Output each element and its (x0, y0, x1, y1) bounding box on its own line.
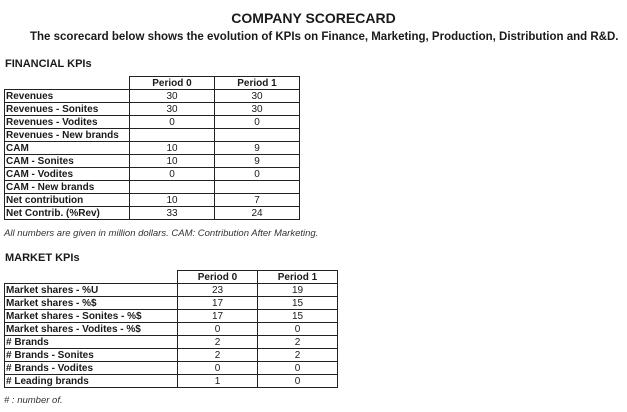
header-blank-cell (5, 271, 178, 284)
table-row (5, 362, 338, 375)
table-row (5, 310, 338, 323)
row-label: # Brands (5, 336, 178, 349)
table-row (5, 155, 300, 168)
table-row (5, 194, 300, 207)
table-row (5, 207, 300, 220)
column-header-period-1: Period 1 (258, 271, 338, 284)
period-0-value: 30 (130, 90, 215, 103)
row-label: CAM - Vodites (5, 168, 130, 181)
header-blank-cell (5, 77, 130, 90)
period-0-value: 0 (130, 168, 215, 181)
table-row (5, 103, 300, 116)
market-kpis-table (4, 270, 338, 388)
table-row (5, 323, 338, 336)
period-0-value: 30 (130, 103, 215, 116)
row-label: Revenues - Vodites (5, 116, 130, 129)
period-0-value (130, 181, 215, 194)
period-0-value (130, 129, 215, 142)
table-row (5, 116, 300, 129)
period-1-value: 30 (215, 90, 300, 103)
period-0-value: 33 (130, 207, 215, 220)
market-footnote: # : number of. (4, 395, 63, 406)
table-row (5, 375, 338, 388)
row-label: Revenues - Sonites (5, 103, 130, 116)
row-label: Market shares - Sonites - %$ (5, 310, 178, 323)
period-1-value: 2 (258, 349, 338, 362)
period-0-value: 1 (178, 375, 258, 388)
period-1-value: 9 (215, 155, 300, 168)
row-label: CAM - New brands (5, 181, 130, 194)
table-row (5, 142, 300, 155)
period-1-value: 0 (258, 375, 338, 388)
table-row (5, 168, 300, 181)
period-0-value: 10 (130, 142, 215, 155)
period-0-value: 17 (178, 310, 258, 323)
row-label: Market shares - %U (5, 284, 178, 297)
row-label: Net contribution (5, 194, 130, 207)
table-row (5, 90, 300, 103)
financial-footnote: All numbers are given in million dollars. CAM: Contribution After Marketing. (4, 228, 319, 239)
period-0-value: 23 (178, 284, 258, 297)
period-1-value: 9 (215, 142, 300, 155)
period-0-value: 0 (178, 323, 258, 336)
period-1-value: 30 (215, 103, 300, 116)
row-label: CAM - Sonites (5, 155, 130, 168)
period-1-value: 0 (258, 362, 338, 375)
table-row (5, 284, 338, 297)
period-1-value: 15 (258, 297, 338, 310)
table-row (5, 129, 300, 142)
period-0-value: 10 (130, 155, 215, 168)
row-label: # Brands - Sonites (5, 349, 178, 362)
table-row (5, 336, 338, 349)
row-label: # Leading brands (5, 375, 178, 388)
period-1-value (215, 129, 300, 142)
table-header-row (5, 77, 300, 90)
table-row (5, 181, 300, 194)
column-header-period-1: Period 1 (215, 77, 300, 90)
column-header-period-0: Period 0 (130, 77, 215, 90)
financial-kpis-heading: FINANCIAL KPIs (5, 58, 92, 70)
row-label: Net Contrib. (%Rev) (5, 207, 130, 220)
period-0-value: 10 (130, 194, 215, 207)
period-1-value: 0 (258, 323, 338, 336)
period-1-value: 7 (215, 194, 300, 207)
period-1-value: 0 (215, 168, 300, 181)
row-label: CAM (5, 142, 130, 155)
period-1-value: 0 (215, 116, 300, 129)
period-0-value: 17 (178, 297, 258, 310)
period-1-value (215, 181, 300, 194)
period-1-value: 2 (258, 336, 338, 349)
period-1-value: 15 (258, 310, 338, 323)
column-header-period-0: Period 0 (178, 271, 258, 284)
row-label: Market shares - Vodites - %$ (5, 323, 178, 336)
row-label: Revenues (5, 90, 130, 103)
period-0-value: 2 (178, 349, 258, 362)
row-label: # Brands - Vodites (5, 362, 178, 375)
period-1-value: 24 (215, 207, 300, 220)
table-row (5, 297, 338, 310)
table-header-row (5, 271, 338, 284)
financial-kpis-table (4, 76, 300, 220)
market-kpis-heading: MARKET KPIs (5, 252, 80, 264)
row-label: Revenues - New brands (5, 129, 130, 142)
period-0-value: 2 (178, 336, 258, 349)
row-label: Market shares - %$ (5, 297, 178, 310)
page-subtitle: The scorecard below shows the evolution of KPIs on Finance, Marketing, Production, Distribution and R&D. (30, 31, 619, 43)
period-0-value: 0 (178, 362, 258, 375)
period-0-value: 0 (130, 116, 215, 129)
period-1-value: 19 (258, 284, 338, 297)
page-title: COMPANY SCORECARD (231, 10, 396, 26)
table-row (5, 349, 338, 362)
